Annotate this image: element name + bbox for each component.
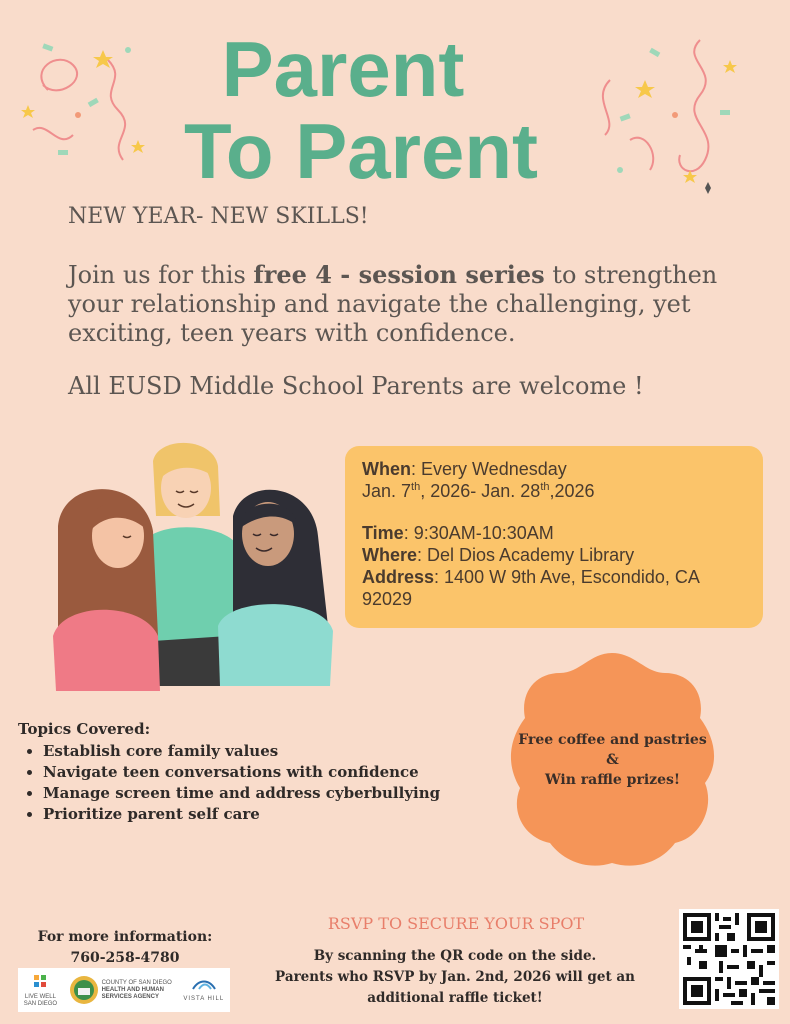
- intro-bold-text: free 4 - session series: [253, 260, 545, 289]
- when-value: : Every Wednesday: [411, 459, 567, 479]
- parents-illustration: [48, 436, 338, 696]
- rsvp-qr-code[interactable]: [679, 909, 779, 1009]
- vista-hill-icon: [191, 977, 217, 991]
- live-well-logo: [24, 973, 57, 1008]
- dates-suffix-2: th: [540, 481, 550, 493]
- rsvp-instructions: [250, 946, 660, 1009]
- time-label: Time: [362, 523, 404, 543]
- topic-item: • Manage screen time and address cyberbullying: [43, 783, 440, 804]
- vista-hill-logo: [183, 977, 224, 1003]
- title-line-2: To Parent: [184, 107, 538, 195]
- time-line: [362, 522, 747, 544]
- dates-line: [362, 480, 747, 502]
- address-label: Address: [362, 567, 435, 587]
- live-well-text-2: SAN DIEGO: [23, 1000, 58, 1007]
- perks-text: [505, 730, 720, 790]
- intro-paragraph: [68, 260, 718, 348]
- rsvp-line-1: By scanning the QR code on the side.: [313, 948, 597, 964]
- topic-item: • Establish core family values: [43, 741, 440, 762]
- where-value: : Del Dios Academy Library: [417, 545, 635, 565]
- intro-text-1: Join us for this: [68, 261, 254, 289]
- perks-line-3: Win raffle prizes!: [544, 772, 681, 788]
- dates-end: ,2026: [549, 481, 595, 501]
- perks-line-2: &: [606, 752, 619, 768]
- event-details-box: [345, 446, 763, 628]
- where-line: [362, 544, 747, 566]
- live-well-icon: [32, 973, 48, 989]
- topic-item: • Prioritize parent self care: [43, 804, 440, 825]
- dates-start: Jan. 7: [362, 481, 412, 501]
- vista-hill-text: VISTA HILL: [183, 996, 225, 1002]
- contact-label: For more information:: [37, 929, 213, 945]
- address-line: [362, 566, 747, 610]
- where-label: Where: [362, 545, 418, 565]
- perks-line-1: Free coffee and pastries: [518, 732, 707, 748]
- topics-title: Topics Covered:: [18, 720, 151, 738]
- welcome-text: All EUSD Middle School Parents are welcome !: [68, 372, 644, 400]
- rsvp-line-2: Parents who RSVP by Jan. 2nd, 2026 will get an: [275, 969, 635, 985]
- dates-mid: , 2026- Jan. 28: [420, 481, 541, 501]
- live-well-text-1: LIVE WELL: [24, 993, 56, 1000]
- topics-list: [18, 741, 440, 825]
- contact-phone: 760-258-4780: [70, 950, 180, 966]
- county-text-2: HEALTH AND HUMAN: [101, 986, 164, 993]
- sponsor-logos: [18, 968, 230, 1012]
- county-seal-icon: [69, 975, 99, 1005]
- title-line-1: Parent: [221, 25, 465, 113]
- county-hhsa-logo: [69, 975, 172, 1005]
- when-label: When: [362, 459, 411, 479]
- rsvp-title: RSVP TO SECURE YOUR SPOT: [327, 914, 585, 933]
- time-value: : 9:30AM-10:30AM: [403, 523, 554, 543]
- county-text-3: SERVICES AGENCY: [101, 993, 159, 1000]
- address-value: : 1400 W 9th Ave, Escondido, CA 92029: [362, 567, 699, 609]
- event-heading: NEW YEAR- NEW SKILLS!: [68, 204, 369, 229]
- county-text-1: COUNTY OF SAN DIEGO: [101, 979, 172, 986]
- topic-item: • Navigate teen conversations with confidence: [43, 762, 440, 783]
- dates-suffix-1: th: [411, 481, 421, 493]
- when-line: [362, 458, 747, 480]
- rsvp-line-3: additional raffle ticket!: [367, 990, 543, 1006]
- intro-text-2: to strengthen your relationship and navigate the challenging, yet exciting, teen years with confidence.: [68, 261, 718, 347]
- topics-section: [18, 720, 440, 825]
- contact-section: [20, 927, 230, 969]
